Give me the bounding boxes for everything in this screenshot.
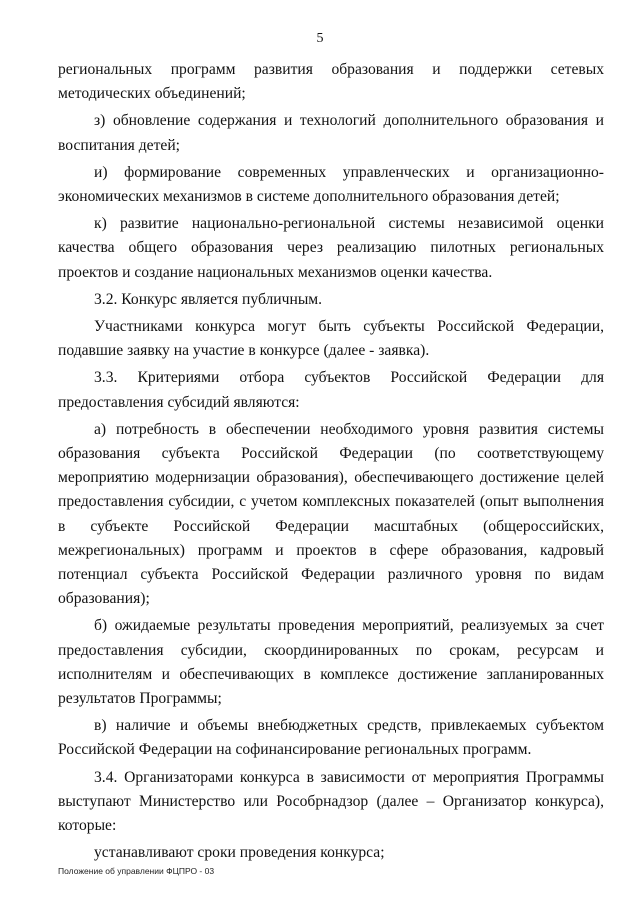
paragraph-3-4: 3.4. Организаторами конкурса в зависимости от мероприятия Программы выступают Министерство или Рособрнадзор (далее – Организатор конкурса), которые:	[58, 768, 604, 835]
page-number: 5	[316, 31, 324, 46]
paragraph-3-2: 3.2. Конкурс является публичным.	[94, 290, 323, 308]
paragraph-item-b: б) ожидаемые результаты проведения мероприятий, реализуемых за счет предоставления субсидии, скоординированных по срокам, ресурсам и исполнителям и обеспечивающих в комплексе достижение запланированных результатов Программы;	[58, 617, 604, 708]
paragraph-item-k: к) развитие национально-региональной системы независимой оценки качества общего образования через реализацию пилотных региональных проектов и создание национальных механизмов оценки качества.	[58, 215, 604, 281]
paragraph-item-i: и) формирование современных управленческих и организационно-экономических механизмов в системе дополнительного образования детей;	[58, 163, 604, 206]
paragraph-3-3: 3.3. Критериями отбора субъектов Российской Федерации для предоставления субсидий являются:	[58, 369, 604, 411]
paragraph-participants: Участниками конкурса могут быть субъекты Российской Федерации, подавшие заявку на участие в конкурсе (далее - заявка).	[58, 318, 604, 360]
document-body	[58, 58, 604, 869]
paragraph-deadlines: устанавливают сроки проведения конкурса;	[94, 844, 385, 862]
paragraph-item-a: а) потребность в обеспечении необходимого уровня развития системы образования субъекта Российской Федерации (по соответствующему мероприятию модернизации образования), обеспечивающего достижение целей предоставления субсидии, с учетом комплексных показателей (опыт выполнения в субъекте Российской Федерации масштабных (общероссийских, межрегиональных) программ и проектов в сфере образования, кадровый потенциал субъекта Российской Федерации различного уровня по видам образования);	[58, 420, 604, 608]
page-footer: Положение об управлении ФЦПРО - 03	[58, 866, 215, 876]
paragraph-continuation: региональных программ развития образования и поддержки сетевых методических объединений;	[58, 61, 604, 103]
paragraph-item-v: в) наличие и объемы внебюджетных средств, привлекаемых субъектом Российской Федерации на софинансирование региональных программ.	[58, 717, 604, 759]
paragraph-item-z: з) обновление содержания и технологий дополнительного образования и воспитания детей;	[58, 112, 604, 154]
